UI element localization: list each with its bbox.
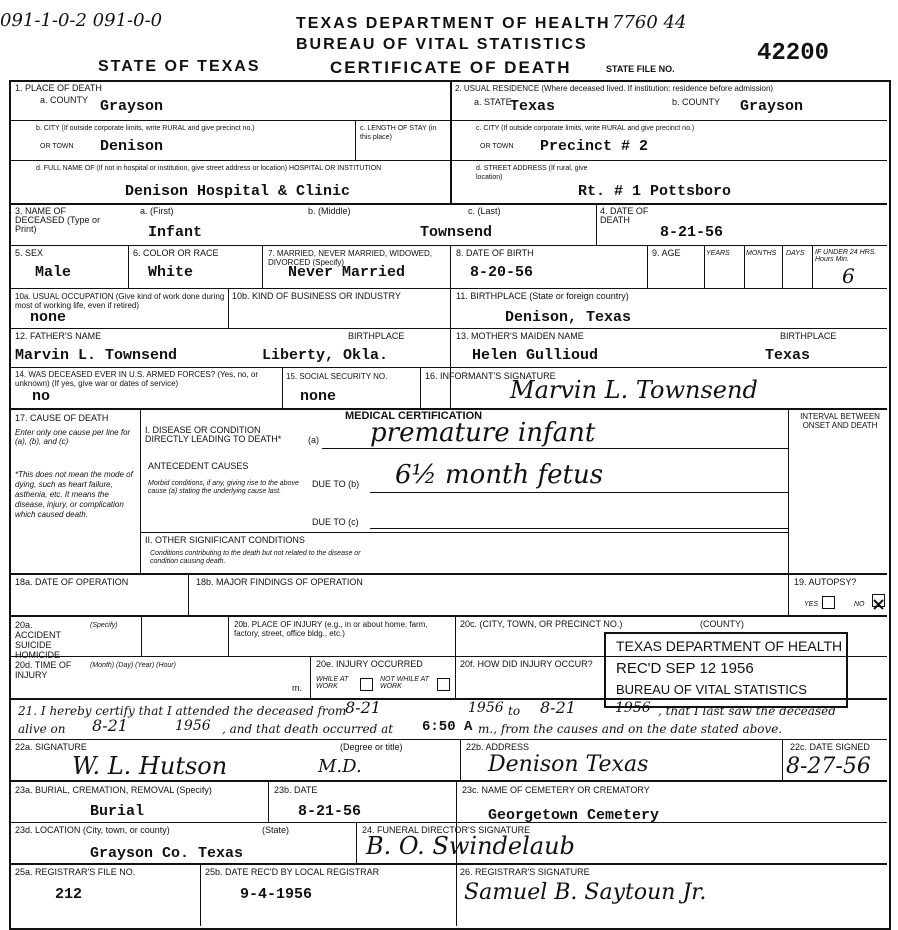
name-label: 3. NAME OF DECEASED (Type or Print) — [15, 206, 101, 234]
vrule — [455, 617, 456, 698]
vrule — [788, 410, 789, 615]
street-value: Rt. # 1 Pottsboro — [578, 183, 732, 200]
while-at-work-checkbox[interactable] — [360, 678, 373, 691]
place-of-death-label: 1. PLACE OF DEATH — [15, 83, 102, 93]
injury-occurred-label: 20e. INJURY OCCURRED — [316, 659, 423, 669]
cemetery-label: 23c. NAME OF CEMETERY OR CREMATORY — [462, 785, 650, 795]
vrule — [420, 367, 421, 408]
vrule — [356, 822, 357, 863]
death-county-value: Grayson — [100, 98, 164, 115]
rule — [9, 328, 887, 329]
burial-value: Burial — [90, 803, 145, 820]
dob-value: 8-20-56 — [470, 264, 534, 281]
injury-time-cols: (Month) (Day) (Year) (Hour) — [90, 662, 176, 669]
vrule — [268, 782, 269, 822]
burial-date-label: 23b. DATE — [274, 785, 318, 795]
funeral-label: 24. FUNERAL DIRECTOR'S SIGNATURE — [362, 825, 531, 835]
age-years: YEARS — [706, 250, 730, 257]
injury-place-label: 20b. PLACE OF INJURY (e.g., in or about home, farm, factory, street, office bldg., etc.) — [234, 620, 428, 638]
date-recd-value: 9-4-1956 — [240, 886, 313, 903]
certificate-title: CERTIFICATE OF DEATH — [330, 58, 572, 77]
occupation-label: 10a. USUAL OCCUPATION (Give kind of work done during most of working life, even if retired) — [15, 292, 225, 310]
vrule — [647, 245, 648, 288]
vrule — [200, 865, 201, 926]
vrule — [450, 80, 452, 203]
residence-label: 2. USUAL RESIDENCE (Where deceased lived. If institution: residence before admission) — [455, 84, 774, 93]
age-under: IF UNDER 24 HRS. Hours Min. — [815, 249, 877, 263]
degree-label: (Degree or title) — [340, 742, 403, 752]
cert-to-date: 8-21 — [540, 698, 576, 717]
vrule — [460, 739, 461, 780]
location-label: 23d. LOCATION (City, town, or county) — [15, 825, 170, 835]
marital-value: Never Married — [288, 264, 406, 281]
ssn-value: none — [300, 388, 337, 405]
cert-to: to — [508, 704, 521, 718]
res-city-value: Precinct # 2 — [540, 138, 649, 155]
autopsy-no-label: NO — [854, 601, 865, 608]
last-name-value: Townsend — [420, 224, 493, 241]
state-file-number: 42200 — [757, 40, 830, 67]
injury-city-label: 20c. (CITY, TOWN, OR PRECINCT NO.) — [460, 619, 623, 629]
injury-county-label: (COUNTY) — [700, 619, 744, 629]
other-conditions-note: Conditions contributing to the death but not related to the disease or condition causing death. — [150, 550, 361, 565]
armed-forces-label: 14. WAS DECEASED EVER IN U.S. ARMED FORCES? (Yes, no, or unknown) (If yes, give war or dates of service) — [15, 370, 259, 388]
date-recd-label: 25b. DATE REC'D BY LOCAL REGISTRAR — [205, 867, 380, 877]
cause-b-value: 6½ month fetus — [395, 460, 604, 490]
hospital-label: d. FULL NAME OF (If not in hospital or institution, give street address or location) HOSPITAL OR INSTITUTION — [36, 165, 382, 172]
age-label: 9. AGE — [652, 248, 681, 258]
vrule — [282, 367, 283, 408]
street-label: d. STREET ADDRESS (If rural, give location) — [476, 165, 588, 181]
informant-label: 16. INFORMANT'S SIGNATURE — [425, 371, 556, 381]
father-birthplace-value: Liberty, Okla. — [262, 347, 389, 364]
cert-time: 6:50 A — [422, 719, 473, 735]
autopsy-yes-checkbox[interactable] — [822, 596, 835, 609]
age-days: DAYS — [786, 250, 805, 257]
date-signed-label: 22c. DATE SIGNED — [790, 742, 870, 752]
vrule — [456, 865, 457, 926]
vrule — [141, 617, 142, 656]
last-label: c. (Last) — [468, 206, 501, 216]
antecedent-note: Morbid conditions, if any, giving rise to the above cause (a) stating the underlying cause last. — [148, 480, 299, 495]
injury-how-label: 20f. HOW DID INJURY OCCUR? — [460, 659, 593, 669]
cause-b-line — [370, 492, 788, 493]
stamp-bureau: BUREAU OF VITAL STATISTICS — [616, 682, 807, 697]
first-name-value: Infant — [148, 224, 203, 241]
cause-note: Enter only one cause per line for (a), (b), and (c) — [15, 428, 131, 446]
location-value: Grayson Co. Texas — [90, 845, 244, 862]
res-county-label: b. COUNTY — [672, 97, 721, 107]
vrule — [228, 288, 229, 328]
date-of-death-label: 4. DATE OF DEATH — [600, 206, 649, 225]
rule — [9, 288, 887, 289]
vrule — [704, 245, 705, 288]
armed-forces-value: no — [32, 388, 51, 405]
sex-label: 5. SEX — [15, 248, 44, 258]
operation-findings-label: 18b. MAJOR FINDINGS OF OPERATION — [196, 577, 363, 587]
rule — [9, 822, 887, 823]
due-c: DUE TO (c) — [312, 517, 359, 527]
physician-signature: W. L. Hutson — [72, 752, 228, 780]
other-conditions-label: II. OTHER SIGNIFICANT CONDITIONS — [145, 535, 305, 545]
occupation-value: none — [30, 309, 67, 326]
cause-note-2: *This does not mean the mode of dying, such as heart failure, asthenia, etc. It means the disease, injury, or complication which caused death. — [15, 470, 133, 519]
cause-c-line — [370, 528, 788, 529]
registrar-signature: Samuel B. Saytoun Jr. — [464, 880, 707, 905]
mother-birthplace-label: BIRTHPLACE — [780, 331, 837, 341]
age-months: MONTHS — [746, 250, 777, 257]
received-stamp — [604, 632, 848, 708]
rule — [9, 863, 887, 865]
registrar-file-value: 212 — [55, 886, 83, 903]
cert-alive-date: 8-21 — [92, 716, 128, 735]
cert-year-1: 1956 — [468, 700, 504, 716]
dob-label: 8. DATE OF BIRTH — [456, 248, 534, 258]
vrule — [782, 739, 783, 780]
birthplace-label: 11. BIRTHPLACE (State or foreign country) — [456, 291, 629, 301]
cert-text-1: 21. I hereby certify that I attended the deceased from — [18, 704, 347, 718]
county-label: a. COUNTY — [40, 95, 89, 105]
while-at-work-label: WHILE AT WORK — [316, 676, 349, 690]
autopsy-label: 19. AUTOPSY? — [794, 577, 857, 587]
signature-label: 22a. SIGNATURE — [15, 742, 87, 752]
hospital-value: Denison Hospital & Clinic — [125, 183, 351, 200]
cert-from: 8-21 — [345, 698, 381, 717]
vrule — [812, 245, 813, 288]
address-label: 22b. ADDRESS — [466, 742, 530, 752]
city-label: b. CITY (If outside corporate limits, write RURAL and give precinct no.) — [36, 125, 255, 132]
state-title: STATE OF TEXAS — [98, 58, 261, 75]
dept-title: TEXAS DEPARTMENT OF HEALTH — [296, 15, 611, 32]
date-of-death-value: 8-21-56 — [660, 224, 724, 241]
file-codes-left: 091-1-0-2 091-0-0 — [0, 10, 163, 31]
cert-text-4: m., from the causes and on the date stated above. — [478, 722, 783, 736]
vrule — [596, 205, 597, 245]
city-or-town: OR TOWN — [40, 143, 74, 150]
rule — [140, 532, 788, 533]
part1-label: I. DISEASE OR CONDITION DIRECTLY LEADING TO DEATH* — [145, 425, 282, 444]
rule — [9, 120, 887, 121]
line-a: (a) — [308, 435, 319, 445]
cause-a-value: premature infant — [370, 418, 596, 448]
rule — [9, 573, 887, 575]
business-label: 10b. KIND OF BUSINESS OR INDUSTRY — [232, 291, 401, 301]
rule — [9, 367, 887, 368]
vrule — [188, 575, 189, 615]
not-at-work-checkbox[interactable] — [437, 678, 450, 691]
injury-m: m. — [292, 683, 302, 693]
interval-label: INTERVAL BETWEEN ONSET AND DEATH — [800, 412, 880, 430]
vrule — [782, 245, 783, 288]
registrar-file-label: 25a. REGISTRAR'S FILE NO. — [15, 867, 136, 877]
res-city-label: c. CITY (If outside corporate limits, write RURAL and give precinct no.) — [476, 125, 695, 132]
injury-time-label: 20d. TIME OF INJURY — [15, 660, 72, 680]
age-hours-value: 6 — [842, 264, 855, 288]
stay-label: c. LENGTH OF STAY (in this place) — [360, 125, 437, 141]
cemetery-value: Georgetown Cemetery — [488, 807, 660, 824]
vrule — [355, 120, 356, 160]
death-city-value: Denison — [100, 138, 164, 155]
cert-text-3: , and that death occurred at — [222, 722, 394, 736]
informant-signature: Marvin L. Townsend — [510, 376, 758, 404]
burial-date-value: 8-21-56 — [298, 803, 362, 820]
cert-alive-on: alive on — [18, 722, 66, 736]
res-state-value: Texas — [510, 98, 556, 115]
funeral-signature: B. O. Swindelaub — [366, 832, 575, 860]
race-value: White — [148, 264, 194, 281]
res-state-label: a. STATE — [474, 97, 512, 107]
physician-degree: M.D. — [318, 756, 362, 777]
vrule — [140, 410, 141, 573]
rule — [9, 160, 887, 161]
cert-year-2: 1956 — [615, 700, 651, 716]
operation-date-label: 18a. DATE OF OPERATION — [15, 577, 129, 587]
birthplace-value: Denison, Texas — [505, 309, 632, 326]
medical-cert-label: MEDICAL CERTIFICATION — [345, 410, 483, 422]
autopsy-yes-label: YES — [804, 601, 819, 608]
vrule — [228, 617, 229, 656]
cause-label: 17. CAUSE OF DEATH — [15, 413, 109, 423]
sex-value: Male — [35, 264, 72, 281]
rule — [9, 739, 887, 740]
father-label: 12. FATHER'S NAME — [15, 331, 102, 341]
mother-label: 13. MOTHER'S MAIDEN NAME — [456, 331, 584, 341]
file-codes-right: 7760 44 — [612, 12, 687, 33]
cert-text-2: , that I last saw the deceased — [658, 704, 836, 718]
rule — [9, 203, 887, 205]
accident-specify: (Specify) — [90, 622, 118, 629]
stamp-dept: TEXAS DEPARTMENT OF HEALTH — [616, 638, 843, 654]
res-city-or-town: OR TOWN — [480, 143, 514, 150]
vrule — [262, 245, 263, 288]
physician-address: Denison Texas — [488, 752, 649, 777]
father-birthplace-label: BIRTHPLACE — [348, 331, 405, 341]
bureau-title: BUREAU OF VITAL STATISTICS — [296, 36, 588, 53]
race-label: 6. COLOR OR RACE — [133, 248, 219, 258]
x-mark-icon — [873, 599, 884, 610]
stamp-date: REC'D SEP 12 1956 — [616, 660, 754, 677]
rule — [9, 245, 887, 246]
accident-label: 20a. ACCIDENT SUICIDE HOMICIDE — [15, 620, 61, 660]
antecedent-label: ANTECEDENT CAUSES — [148, 461, 249, 471]
first-label: a. (First) — [140, 206, 174, 216]
cert-year-3: 1956 — [175, 718, 211, 734]
date-signed-value: 8-27-56 — [786, 754, 871, 779]
location-state-label: (State) — [262, 825, 290, 835]
marital-label: 7. MARRIED, NEVER MARRIED, WIDOWED, DIVORCED (Specify) — [268, 249, 433, 267]
state-file-label: STATE FILE NO. — [606, 64, 675, 74]
vrule — [450, 245, 451, 408]
vrule — [744, 245, 745, 288]
mother-value: Helen Gullioud — [472, 347, 599, 364]
rule — [9, 780, 887, 782]
vrule — [128, 245, 129, 288]
burial-label: 23a. BURIAL, CREMATION, REMOVAL (Specify) — [15, 785, 212, 795]
autopsy-no-checkbox[interactable] — [872, 594, 885, 607]
res-county-value: Grayson — [740, 98, 804, 115]
ssn-label: 15. SOCIAL SECURITY NO. — [286, 372, 388, 381]
mother-birthplace-value: Texas — [765, 347, 811, 364]
due-b: DUE TO (b) — [312, 479, 360, 489]
father-value: Marvin L. Townsend — [15, 347, 178, 364]
middle-label: b. (Middle) — [308, 206, 351, 216]
not-at-work-label: NOT WHILE AT WORK — [380, 676, 429, 690]
registrar-signature-label: 26. REGISTRAR'S SIGNATURE — [460, 867, 590, 877]
vrule — [310, 657, 311, 698]
cause-a-line — [322, 448, 788, 449]
